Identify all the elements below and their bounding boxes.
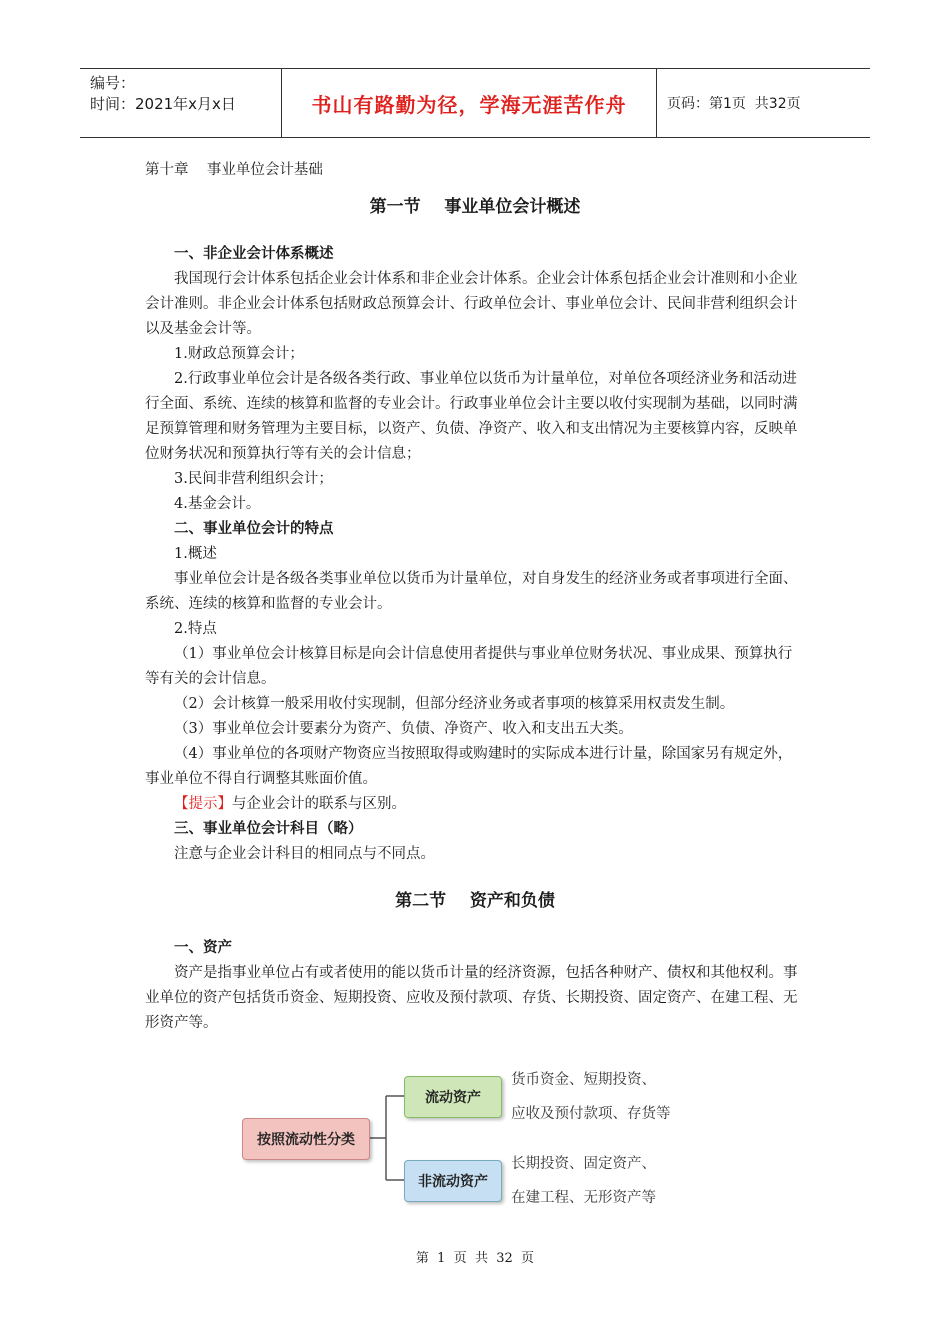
page-info-text: 页码：第1页 共32页: [667, 96, 801, 112]
diagram-leaf-text: 长期投资、固定资产、: [511, 1156, 656, 1172]
feature-item: （2）会计核算一般采用收付实现制，但部分经济业务或者事项的核算采用权责发生制。: [174, 696, 735, 712]
diagram-leaf-text: 货币资金、短期投资、: [511, 1072, 656, 1088]
list-item: 2.行政事业单位会计是各级各类行政、事业单位以货币为计量单位，对单位各项经济业务和活动进行全面、系统、连续的核算和监督的专业会计。行政事业单位会计主要以收付实现制为基础，以同时满足预算管理和财务管理为主要目标，以资产、负债、净资产、收入和支出情况为主要核算内容，反映单位财务状况和预算执行等有关的会计信息；: [145, 371, 798, 462]
tip-text: 与企业会计的联系与区别。: [232, 796, 406, 812]
diagram-root-node: 按照流动性分类: [242, 1118, 370, 1160]
section2-title: 第二节 资产和负债: [395, 891, 555, 911]
list-item: 1.财政总预算会计；: [174, 346, 304, 362]
header-page-info: [657, 69, 870, 137]
section1-paragraph-1: 我国现行会计体系包括企业会计体系和非企业会计体系。企业会计体系包括企业会计准则和小企业会计准则。非企业会计体系包括财政总预算会计、行政单位会计、事业单位会计、民间非营利组织会计以及基金会计等。: [145, 271, 798, 337]
section1-title: 第一节 事业单位会计概述: [369, 197, 581, 217]
feature-item: （3）事业单位会计要素分为资产、负债、净资产、收入和支出五大类。: [174, 721, 633, 737]
document-body: [145, 158, 805, 1036]
header-meta: [80, 69, 282, 137]
time-label: 时间：2021年x月x日: [90, 95, 236, 113]
number-label: 编号：: [90, 74, 136, 92]
page-header: [80, 68, 870, 138]
classification-diagram: [236, 1064, 736, 1214]
page-footer: 第 1 页 共 32 页: [415, 1251, 535, 1266]
section1-heading-2: 二、事业单位会计的特点: [174, 521, 334, 537]
diagram-current-assets-node: 流动资产: [404, 1076, 502, 1118]
diagram-leaf-text: 在建工程、无形资产等: [511, 1190, 656, 1206]
list-item: 4.基金会计。: [174, 496, 261, 512]
chapter-title: 第十章 事业单位会计基础: [145, 162, 323, 178]
diagram-leaf-text: 应收及预付款项、存货等: [511, 1106, 671, 1122]
section2-paragraph-1: 资产是指事业单位占有或者使用的能以货币计量的经济资源，包括各种财产、债权和其他权利。事业单位的资产包括货币资金、短期投资、应收及预付款项、存货、长期投资、固定资产、在建工程、无形资产等。: [145, 965, 798, 1031]
tip-line: [145, 792, 805, 817]
subheading-overview: 1.概述: [174, 546, 217, 562]
section1-paragraph-2: 事业单位会计是各级各类事业单位以货币为计量单位，对自身发生的经济业务或者事项进行全面、系统、连续的核算和监督的专业会计。: [145, 571, 798, 612]
section1-paragraph-3: 注意与企业会计科目的相同点与不同点。: [174, 846, 435, 862]
tip-label: 【提示】: [174, 796, 232, 812]
section1-heading-3: 三、事业单位会计科目（略）: [174, 821, 363, 837]
section2-heading-1: 一、资产: [174, 940, 232, 956]
feature-item: （1）事业单位会计核算目标是向会计信息使用者提供与事业单位财务状况、事业成果、预算执行等有关的会计信息。: [145, 646, 793, 687]
header-motto: 书山有路勤为径，学海无涯苦作舟: [282, 69, 657, 137]
diagram-noncurrent-assets-node: 非流动资产: [404, 1160, 502, 1202]
feature-item: （4）事业单位的各项财产物资应当按照取得或购建时的实际成本进行计量，除国家另有规定外，事业单位不得自行调整其账面价值。: [145, 746, 793, 787]
section1-heading-1: 一、非企业会计体系概述: [174, 246, 334, 262]
subheading-features: 2.特点: [174, 621, 217, 637]
list-item: 3.民间非营利组织会计；: [174, 471, 333, 487]
